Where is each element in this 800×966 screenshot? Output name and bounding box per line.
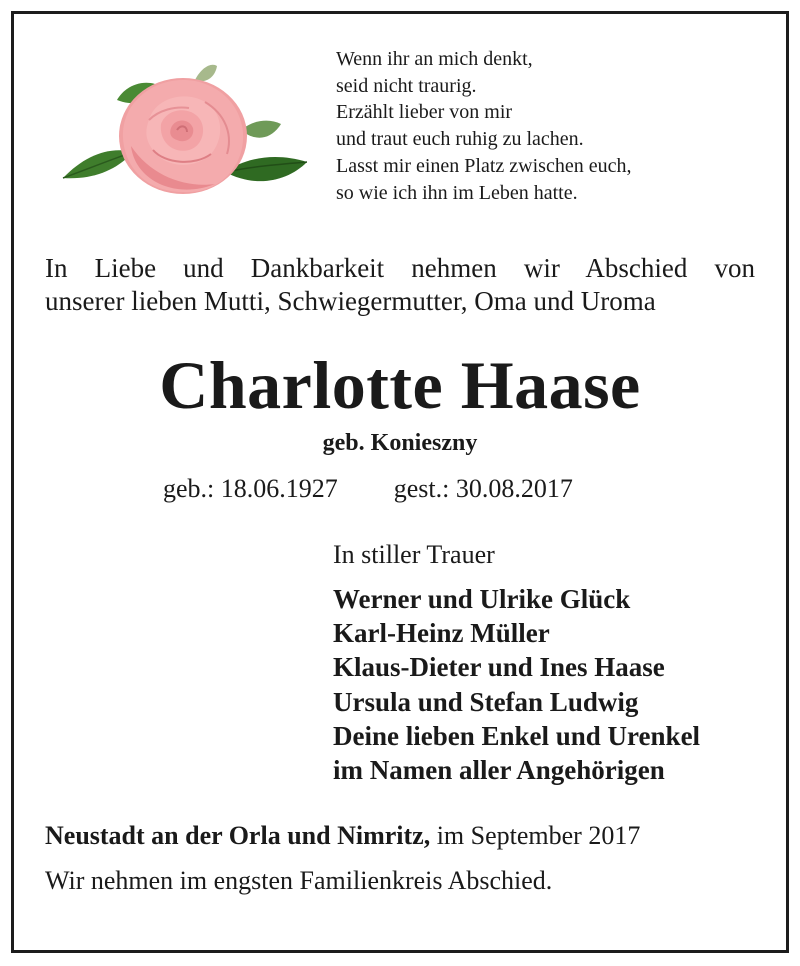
poem-line: so wie ich ihn im Leben hatte. xyxy=(336,181,578,204)
birth-date: geb.: 18.06.1927 xyxy=(163,474,338,503)
place-and-date xyxy=(45,820,640,852)
intro-text xyxy=(45,252,755,318)
death-date: gest.: 30.08.2017 xyxy=(393,474,573,503)
deceased-name: Charlotte Haase xyxy=(159,347,641,423)
mourners-list xyxy=(333,582,700,787)
closing-note: Wir nehmen im engsten Familienkreis Abschied. xyxy=(45,866,553,895)
mourner-entry: Karl-Heinz Müller xyxy=(333,618,550,649)
birth-name: geb. Konieszny xyxy=(322,430,478,456)
poem-line: Erzählt lieber von mir xyxy=(336,101,513,124)
poem xyxy=(336,46,631,206)
mourner-entry: Werner und Ulrike Glück xyxy=(333,584,631,614)
place-date: im September 2017 xyxy=(436,821,641,850)
mourner-entry: Ursula und Stefan Ludwig xyxy=(333,686,639,717)
intro-line-1: In Liebe und Dankbarkeit nehmen wir Abschied von xyxy=(45,253,755,283)
mourner-entry: Klaus-Dieter und Ines Haase xyxy=(333,652,665,683)
life-dates xyxy=(163,473,573,505)
poem-line: Wenn ihr an mich denkt, xyxy=(336,48,533,70)
place-location: Neustadt an der Orla und Nimritz, xyxy=(45,821,431,850)
intro-line-2: unserer lieben Mutti, Schwiegermutter, Oma und Uroma xyxy=(45,286,656,316)
poem-line: Lasst mir einen Platz zwischen euch, xyxy=(336,154,632,177)
mourning-heading: In stiller Trauer xyxy=(333,540,495,569)
mourner-entry: im Namen aller Angehörigen xyxy=(333,755,665,786)
rose-icon xyxy=(55,50,315,200)
poem-line: seid nicht traurig. xyxy=(336,74,477,97)
poem-line: und traut euch ruhig zu lachen. xyxy=(336,128,584,151)
mourner-entry: Deine lieben Enkel und Urenkel xyxy=(333,720,701,751)
